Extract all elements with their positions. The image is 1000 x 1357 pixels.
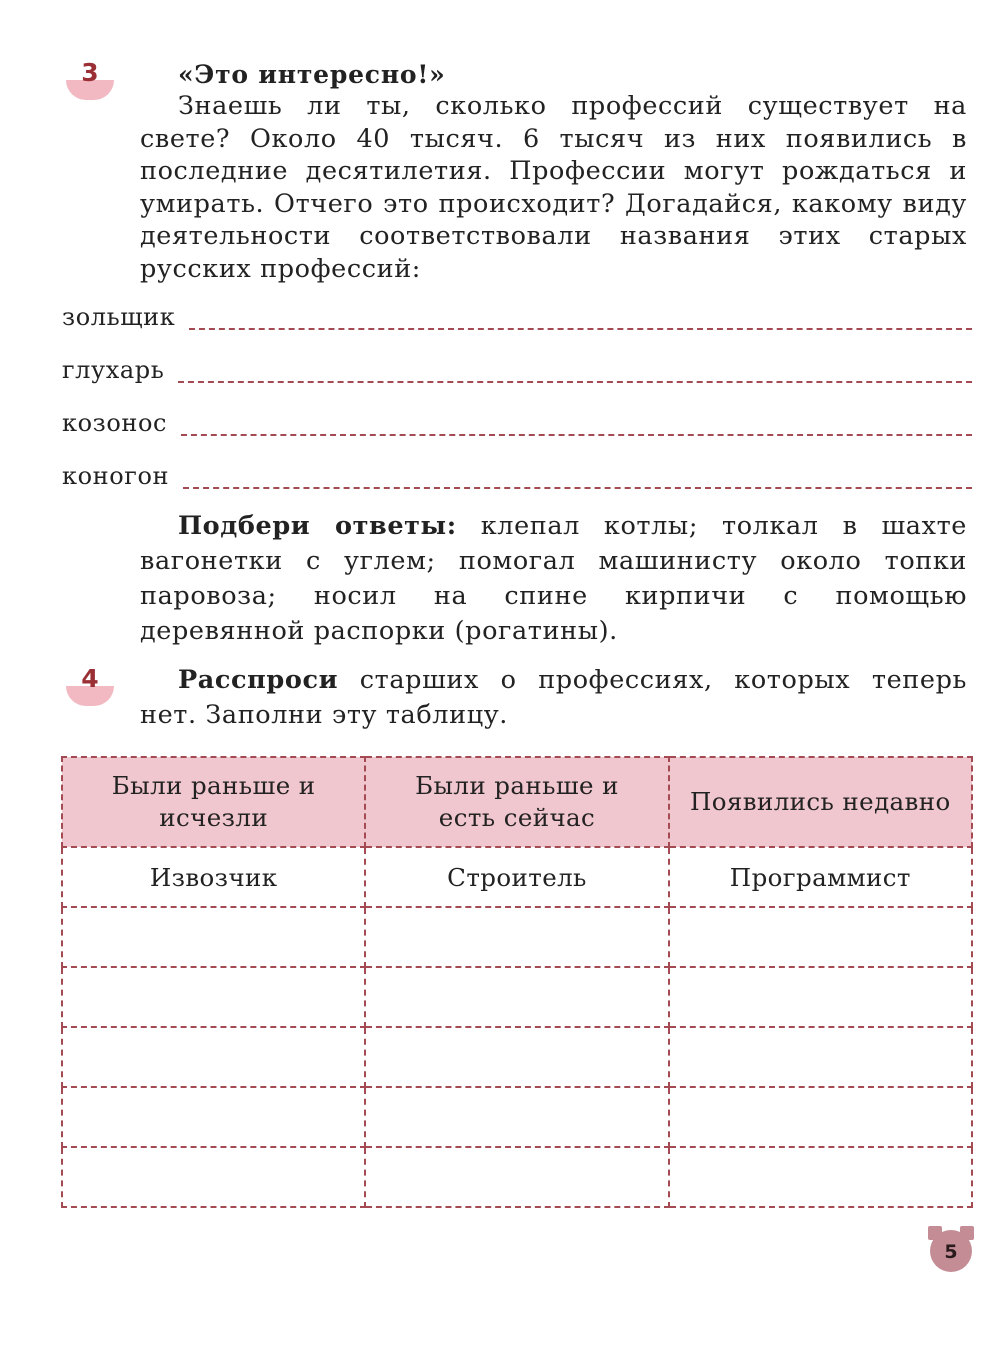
- task4-text-body: старших о профессиях, которых теперь нет. Заполни эту таблицу.: [140, 665, 967, 730]
- table-cell-blank[interactable]: [669, 1087, 972, 1147]
- table-header-disappeared: Были раньше и исчезли: [62, 757, 365, 847]
- table-cell-blank[interactable]: [669, 1027, 972, 1087]
- task-number-label: 3: [81, 58, 99, 87]
- table-cell-blank[interactable]: [365, 1087, 668, 1147]
- table-header-still-exist: Были раньше и есть сейчас: [365, 757, 668, 847]
- answer-dashed-line[interactable]: [178, 381, 972, 383]
- table-cell-blank[interactable]: [62, 1087, 365, 1147]
- table-row: [62, 1087, 972, 1147]
- professions-table: [61, 756, 973, 1208]
- table-cell-blank[interactable]: [365, 1027, 668, 1087]
- table-cell: Программист: [669, 847, 972, 907]
- table-header-row: [62, 757, 972, 847]
- answer-dashed-line[interactable]: [189, 328, 972, 330]
- table-cell-blank[interactable]: [669, 1147, 972, 1207]
- task4-lead: Расспроси: [178, 665, 339, 695]
- page-number: 5: [930, 1230, 972, 1272]
- table-cell-blank[interactable]: [62, 1147, 365, 1207]
- table-cell-blank[interactable]: [62, 967, 365, 1027]
- task3-title: «Это интересно!»: [178, 60, 446, 89]
- task-number-3: [62, 58, 118, 87]
- task3-hint: [140, 509, 967, 649]
- table-row: [62, 967, 972, 1027]
- table-row: [62, 1027, 972, 1087]
- table-cell-blank[interactable]: [62, 1027, 365, 1087]
- answer-dashed-line[interactable]: [181, 434, 972, 436]
- table-row: [62, 907, 972, 967]
- table-header-new: Появились недавно: [669, 757, 972, 847]
- task4-text: [140, 663, 967, 733]
- page-number-badge: [928, 1226, 974, 1272]
- task3-text: [140, 90, 967, 285]
- task-number-4: [62, 664, 118, 693]
- task-number-label: 4: [81, 664, 99, 693]
- task3-text-body: Знаешь ли ты, сколько профессий существует на свете? Около 40 тысяч. 6 тысяч из них появились в последние десятилетия. Профессии могут рождаться и умирать. Отчего это происходит? Догадайся, какому виду деятельности соответствовали названия этих старых русских профессий:: [140, 91, 967, 284]
- table-cell-blank[interactable]: [365, 1147, 668, 1207]
- table-cell-blank[interactable]: [669, 967, 972, 1027]
- answer-word: зольщик: [62, 303, 176, 331]
- answer-word: глухарь: [62, 356, 165, 384]
- hint-text: клепал котлы; толкал в шахте вагонетки с углем; помогал машинисту около топки паровоза; носил на спине кирпичи с помощью деревянной распорки (рогатины).: [140, 511, 967, 646]
- table-row: [62, 1147, 972, 1207]
- answer-line-3[interactable]: [62, 404, 972, 438]
- table-cell-blank[interactable]: [669, 907, 972, 967]
- answer-line-1[interactable]: [62, 298, 972, 332]
- table-cell-blank[interactable]: [365, 907, 668, 967]
- answer-line-2[interactable]: [62, 351, 972, 385]
- answer-word: козонос: [62, 409, 168, 437]
- hint-lead: Подбери ответы:: [178, 511, 457, 541]
- table-cell: Извозчик: [62, 847, 365, 907]
- answer-line-4[interactable]: [62, 457, 972, 491]
- table-cell: Строитель: [365, 847, 668, 907]
- table-cell-blank[interactable]: [62, 907, 365, 967]
- table-cell-blank[interactable]: [365, 967, 668, 1027]
- table-row: [62, 847, 972, 907]
- answer-dashed-line[interactable]: [183, 487, 972, 489]
- answer-word: коногон: [62, 462, 170, 490]
